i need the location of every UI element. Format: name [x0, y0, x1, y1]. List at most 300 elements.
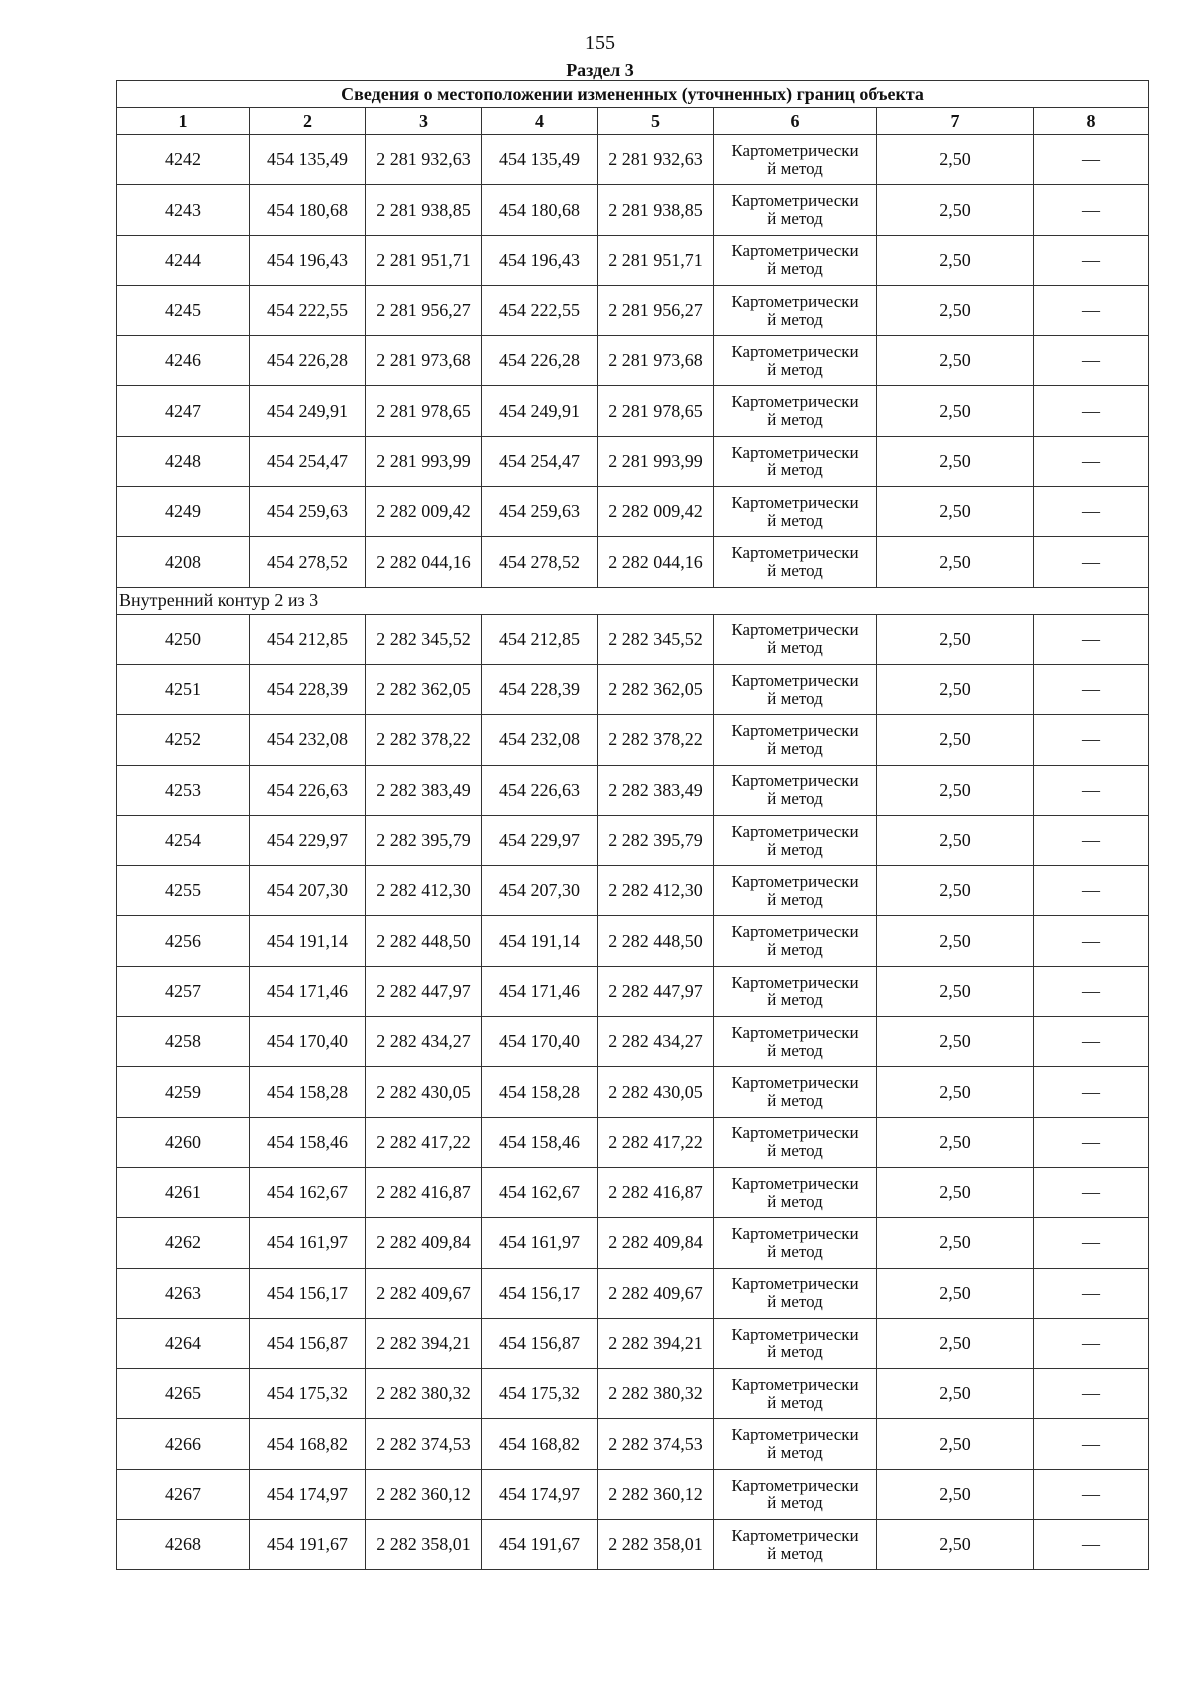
- table-row: [117, 1520, 1149, 1570]
- point-number-cell: 4251: [117, 664, 250, 714]
- method-line: й метод: [767, 839, 823, 859]
- method-line: Картометрически: [731, 191, 859, 211]
- method-line: Картометрически: [731, 442, 859, 462]
- y-new-cell: 2 282 362,05: [598, 664, 714, 714]
- table-row: [117, 1167, 1149, 1217]
- y-old-cell: 2 282 374,53: [366, 1419, 482, 1469]
- method-cell: [714, 285, 877, 335]
- method-line: й метод: [767, 1443, 823, 1463]
- table-row: [117, 1419, 1149, 1469]
- dash-cell: —: [1034, 765, 1149, 815]
- dash-cell: —: [1034, 1318, 1149, 1368]
- dash-cell: —: [1034, 537, 1149, 587]
- point-number-cell: 4264: [117, 1318, 250, 1368]
- x-old-cell: 454 191,14: [250, 916, 366, 966]
- y-new-cell: 2 282 378,22: [598, 715, 714, 765]
- precision-cell: 2,50: [877, 537, 1034, 587]
- precision-cell: 2,50: [877, 285, 1034, 335]
- x-old-cell: 454 175,32: [250, 1369, 366, 1419]
- point-number-cell: 4260: [117, 1117, 250, 1167]
- method-line: Картометрически: [731, 1374, 859, 1394]
- x-new-cell: 454 259,63: [482, 487, 598, 537]
- x-new-cell: 454 196,43: [482, 235, 598, 285]
- y-new-cell: 2 282 395,79: [598, 815, 714, 865]
- contour-row: [117, 587, 1149, 614]
- x-old-cell: 454 168,82: [250, 1419, 366, 1469]
- method-cell: [714, 1369, 877, 1419]
- y-old-cell: 2 282 409,84: [366, 1218, 482, 1268]
- dash-cell: —: [1034, 1067, 1149, 1117]
- x-old-cell: 454 226,63: [250, 765, 366, 815]
- method-cell: [714, 966, 877, 1016]
- y-new-cell: 2 282 409,84: [598, 1218, 714, 1268]
- dash-cell: —: [1034, 1117, 1149, 1167]
- y-new-cell: 2 281 932,63: [598, 135, 714, 185]
- x-new-cell: 454 170,40: [482, 1017, 598, 1067]
- x-new-cell: 454 278,52: [482, 537, 598, 587]
- point-number-cell: 4257: [117, 966, 250, 1016]
- point-number-cell: 4246: [117, 336, 250, 386]
- y-old-cell: 2 281 973,68: [366, 336, 482, 386]
- dash-cell: —: [1034, 185, 1149, 235]
- page-number: 155: [585, 32, 615, 54]
- point-number-cell: 4245: [117, 285, 250, 335]
- precision-cell: 2,50: [877, 487, 1034, 537]
- precision-cell: 2,50: [877, 715, 1034, 765]
- x-new-cell: 454 229,97: [482, 815, 598, 865]
- y-old-cell: 2 282 417,22: [366, 1117, 482, 1167]
- x-new-cell: 454 232,08: [482, 715, 598, 765]
- method-cell: [714, 1268, 877, 1318]
- x-new-cell: 454 249,91: [482, 386, 598, 436]
- method-line: й метод: [767, 460, 823, 480]
- table-row: [117, 1268, 1149, 1318]
- method-line: й метод: [767, 1241, 823, 1261]
- method-line: Картометрически: [731, 341, 859, 361]
- y-new-cell: 2 282 417,22: [598, 1117, 714, 1167]
- method-cell: [714, 487, 877, 537]
- y-old-cell: 2 282 360,12: [366, 1469, 482, 1519]
- x-new-cell: 454 168,82: [482, 1419, 598, 1469]
- precision-cell: 2,50: [877, 815, 1034, 865]
- x-new-cell: 454 191,67: [482, 1520, 598, 1570]
- y-new-cell: 2 281 993,99: [598, 436, 714, 486]
- table-caption: Сведения о местоположении измененных (уточненных) границ объекта: [117, 81, 1149, 108]
- column-header: 8: [1034, 108, 1149, 135]
- x-old-cell: 454 156,87: [250, 1318, 366, 1368]
- method-cell: [714, 1318, 877, 1368]
- y-new-cell: 2 282 448,50: [598, 916, 714, 966]
- precision-cell: 2,50: [877, 664, 1034, 714]
- y-old-cell: 2 281 932,63: [366, 135, 482, 185]
- x-old-cell: 454 171,46: [250, 966, 366, 1016]
- method-cell: [714, 1218, 877, 1268]
- method-line: й метод: [767, 1090, 823, 1110]
- method-line: Картометрически: [731, 620, 859, 640]
- x-old-cell: 454 161,97: [250, 1218, 366, 1268]
- table-row: [117, 916, 1149, 966]
- x-old-cell: 454 259,63: [250, 487, 366, 537]
- table-row: [117, 715, 1149, 765]
- y-old-cell: 2 282 416,87: [366, 1167, 482, 1217]
- method-cell: [714, 815, 877, 865]
- y-old-cell: 2 281 978,65: [366, 386, 482, 436]
- precision-cell: 2,50: [877, 1017, 1034, 1067]
- point-number-cell: 4250: [117, 614, 250, 664]
- y-old-cell: 2 282 447,97: [366, 966, 482, 1016]
- table-row: [117, 866, 1149, 916]
- dash-cell: —: [1034, 235, 1149, 285]
- method-line: Картометрически: [731, 821, 859, 841]
- method-line: й метод: [767, 1292, 823, 1312]
- table-row: [117, 336, 1149, 386]
- dash-cell: —: [1034, 436, 1149, 486]
- point-number-cell: 4247: [117, 386, 250, 436]
- contour-label: Внутренний контур 2 из 3: [117, 587, 1149, 614]
- table-row: [117, 664, 1149, 714]
- x-old-cell: 454 222,55: [250, 285, 366, 335]
- precision-cell: 2,50: [877, 765, 1034, 815]
- method-line: Картометрически: [731, 1274, 859, 1294]
- method-cell: [714, 1167, 877, 1217]
- x-old-cell: 454 207,30: [250, 866, 366, 916]
- y-old-cell: 2 282 434,27: [366, 1017, 482, 1067]
- method-line: й метод: [767, 561, 823, 581]
- method-line: й метод: [767, 1342, 823, 1362]
- dash-cell: —: [1034, 1268, 1149, 1318]
- precision-cell: 2,50: [877, 386, 1034, 436]
- point-number-cell: 4259: [117, 1067, 250, 1117]
- method-line: й метод: [767, 1392, 823, 1412]
- point-number-cell: 4261: [117, 1167, 250, 1217]
- point-number-cell: 4254: [117, 815, 250, 865]
- method-cell: [714, 765, 877, 815]
- x-new-cell: 454 222,55: [482, 285, 598, 335]
- point-number-cell: 4268: [117, 1520, 250, 1570]
- table-row: [117, 487, 1149, 537]
- table-row: [117, 436, 1149, 486]
- method-line: Картометрически: [731, 771, 859, 791]
- precision-cell: 2,50: [877, 1117, 1034, 1167]
- x-old-cell: 454 158,28: [250, 1067, 366, 1117]
- y-new-cell: 2 282 345,52: [598, 614, 714, 664]
- dash-cell: —: [1034, 966, 1149, 1016]
- x-old-cell: 454 196,43: [250, 235, 366, 285]
- x-new-cell: 454 162,67: [482, 1167, 598, 1217]
- table-caption-row: [117, 81, 1149, 108]
- method-line: й метод: [767, 1543, 823, 1563]
- precision-cell: 2,50: [877, 336, 1034, 386]
- x-new-cell: 454 156,17: [482, 1268, 598, 1318]
- dash-cell: —: [1034, 285, 1149, 335]
- y-new-cell: 2 282 394,21: [598, 1318, 714, 1368]
- section-title: Раздел 3: [566, 60, 634, 80]
- table-row: [117, 135, 1149, 185]
- method-line: Картометрически: [731, 721, 859, 741]
- y-new-cell: 2 281 978,65: [598, 386, 714, 436]
- method-line: й метод: [767, 1141, 823, 1161]
- point-number-cell: 4208: [117, 537, 250, 587]
- point-number-cell: 4243: [117, 185, 250, 235]
- x-old-cell: 454 212,85: [250, 614, 366, 664]
- table-row: [117, 1369, 1149, 1419]
- point-number-cell: 4252: [117, 715, 250, 765]
- method-line: Картометрически: [731, 1073, 859, 1093]
- dash-cell: —: [1034, 487, 1149, 537]
- y-new-cell: 2 281 951,71: [598, 235, 714, 285]
- precision-cell: 2,50: [877, 866, 1034, 916]
- method-line: Картометрически: [731, 140, 859, 160]
- table-row: [117, 1117, 1149, 1167]
- y-new-cell: 2 281 956,27: [598, 285, 714, 335]
- column-header-row: [117, 108, 1149, 135]
- y-new-cell: 2 282 044,16: [598, 537, 714, 587]
- method-line: Картометрически: [731, 392, 859, 412]
- precision-cell: 2,50: [877, 235, 1034, 285]
- y-old-cell: 2 282 409,67: [366, 1268, 482, 1318]
- y-old-cell: 2 282 358,01: [366, 1520, 482, 1570]
- point-number-cell: 4265: [117, 1369, 250, 1419]
- point-number-cell: 4267: [117, 1469, 250, 1519]
- table-row: [117, 614, 1149, 664]
- precision-cell: 2,50: [877, 436, 1034, 486]
- method-line: Картометрически: [731, 1022, 859, 1042]
- method-cell: [714, 1067, 877, 1117]
- y-old-cell: 2 282 395,79: [366, 815, 482, 865]
- method-line: Картометрически: [731, 670, 859, 690]
- dash-cell: —: [1034, 1218, 1149, 1268]
- precision-cell: 2,50: [877, 1268, 1034, 1318]
- method-cell: [714, 436, 877, 486]
- x-new-cell: 454 174,97: [482, 1469, 598, 1519]
- method-cell: [714, 916, 877, 966]
- method-line: й метод: [767, 158, 823, 178]
- point-number-cell: 4263: [117, 1268, 250, 1318]
- method-line: Картометрически: [731, 1475, 859, 1495]
- table-row: [117, 1017, 1149, 1067]
- method-cell: [714, 1419, 877, 1469]
- table-row: [117, 1469, 1149, 1519]
- method-cell: [714, 1520, 877, 1570]
- y-new-cell: 2 282 416,87: [598, 1167, 714, 1217]
- point-number-cell: 4244: [117, 235, 250, 285]
- column-header: 5: [598, 108, 714, 135]
- x-new-cell: 454 207,30: [482, 866, 598, 916]
- table-body: [117, 81, 1149, 1570]
- column-header: 6: [714, 108, 877, 135]
- y-old-cell: 2 281 951,71: [366, 235, 482, 285]
- y-new-cell: 2 282 409,67: [598, 1268, 714, 1318]
- method-line: й метод: [767, 510, 823, 530]
- y-old-cell: 2 282 378,22: [366, 715, 482, 765]
- method-cell: [714, 664, 877, 714]
- precision-cell: 2,50: [877, 1369, 1034, 1419]
- table-row: [117, 1318, 1149, 1368]
- x-new-cell: 454 175,32: [482, 1369, 598, 1419]
- method-cell: [714, 1117, 877, 1167]
- method-line: Картометрически: [731, 241, 859, 261]
- y-new-cell: 2 281 938,85: [598, 185, 714, 235]
- x-new-cell: 454 135,49: [482, 135, 598, 185]
- precision-cell: 2,50: [877, 1067, 1034, 1117]
- dash-cell: —: [1034, 1520, 1149, 1570]
- dash-cell: —: [1034, 815, 1149, 865]
- x-old-cell: 454 226,28: [250, 336, 366, 386]
- dash-cell: —: [1034, 1469, 1149, 1519]
- x-new-cell: 454 226,28: [482, 336, 598, 386]
- x-old-cell: 454 158,46: [250, 1117, 366, 1167]
- method-cell: [714, 1469, 877, 1519]
- method-cell: [714, 866, 877, 916]
- method-line: й метод: [767, 688, 823, 708]
- x-old-cell: 454 278,52: [250, 537, 366, 587]
- method-cell: [714, 336, 877, 386]
- y-old-cell: 2 281 938,85: [366, 185, 482, 235]
- method-line: й метод: [767, 889, 823, 909]
- method-cell: [714, 135, 877, 185]
- precision-cell: 2,50: [877, 1419, 1034, 1469]
- method-line: й метод: [767, 1493, 823, 1513]
- x-new-cell: 454 158,28: [482, 1067, 598, 1117]
- method-cell: [714, 185, 877, 235]
- method-line: й метод: [767, 410, 823, 430]
- point-number-cell: 4258: [117, 1017, 250, 1067]
- table-row: [117, 1218, 1149, 1268]
- precision-cell: 2,50: [877, 1469, 1034, 1519]
- y-old-cell: 2 282 448,50: [366, 916, 482, 966]
- method-line: й метод: [767, 259, 823, 279]
- method-line: Картометрически: [731, 1525, 859, 1545]
- dash-cell: —: [1034, 1369, 1149, 1419]
- x-new-cell: 454 171,46: [482, 966, 598, 1016]
- dash-cell: —: [1034, 1017, 1149, 1067]
- y-old-cell: 2 282 044,16: [366, 537, 482, 587]
- column-header: 2: [250, 108, 366, 135]
- method-line: й метод: [767, 940, 823, 960]
- x-new-cell: 454 156,87: [482, 1318, 598, 1368]
- method-line: Картометрически: [731, 972, 859, 992]
- dash-cell: —: [1034, 336, 1149, 386]
- precision-cell: 2,50: [877, 1218, 1034, 1268]
- precision-cell: 2,50: [877, 135, 1034, 185]
- x-new-cell: 454 254,47: [482, 436, 598, 486]
- method-line: й метод: [767, 738, 823, 758]
- y-new-cell: 2 282 383,49: [598, 765, 714, 815]
- point-number-cell: 4242: [117, 135, 250, 185]
- precision-cell: 2,50: [877, 614, 1034, 664]
- y-old-cell: 2 282 412,30: [366, 866, 482, 916]
- method-cell: [714, 386, 877, 436]
- method-line: Картометрически: [731, 492, 859, 512]
- point-number-cell: 4262: [117, 1218, 250, 1268]
- table-row: [117, 537, 1149, 587]
- y-old-cell: 2 282 362,05: [366, 664, 482, 714]
- table-row: [117, 235, 1149, 285]
- column-header: 1: [117, 108, 250, 135]
- precision-cell: 2,50: [877, 1167, 1034, 1217]
- x-new-cell: 454 226,63: [482, 765, 598, 815]
- dash-cell: —: [1034, 386, 1149, 436]
- method-line: Картометрически: [731, 1123, 859, 1143]
- x-old-cell: 454 156,17: [250, 1268, 366, 1318]
- x-old-cell: 454 228,39: [250, 664, 366, 714]
- y-new-cell: 2 282 430,05: [598, 1067, 714, 1117]
- precision-cell: 2,50: [877, 1318, 1034, 1368]
- method-cell: [714, 614, 877, 664]
- x-old-cell: 454 191,67: [250, 1520, 366, 1570]
- x-new-cell: 454 228,39: [482, 664, 598, 714]
- point-number-cell: 4249: [117, 487, 250, 537]
- method-line: Картометрически: [731, 922, 859, 942]
- table-row: [117, 185, 1149, 235]
- y-new-cell: 2 282 434,27: [598, 1017, 714, 1067]
- y-new-cell: 2 281 973,68: [598, 336, 714, 386]
- precision-cell: 2,50: [877, 966, 1034, 1016]
- dash-cell: —: [1034, 715, 1149, 765]
- dash-cell: —: [1034, 1419, 1149, 1469]
- precision-cell: 2,50: [877, 1520, 1034, 1570]
- method-line: Картометрически: [731, 1173, 859, 1193]
- coordinates-table: [116, 80, 1149, 1570]
- table-row: [117, 815, 1149, 865]
- precision-cell: 2,50: [877, 185, 1034, 235]
- x-old-cell: 454 170,40: [250, 1017, 366, 1067]
- dash-cell: —: [1034, 614, 1149, 664]
- y-old-cell: 2 282 380,32: [366, 1369, 482, 1419]
- y-new-cell: 2 282 447,97: [598, 966, 714, 1016]
- x-old-cell: 454 162,67: [250, 1167, 366, 1217]
- x-old-cell: 454 232,08: [250, 715, 366, 765]
- method-line: Картометрически: [731, 291, 859, 311]
- method-line: Картометрически: [731, 1224, 859, 1244]
- method-line: й метод: [767, 359, 823, 379]
- table-row: [117, 966, 1149, 1016]
- method-line: й метод: [767, 208, 823, 228]
- method-line: Картометрически: [731, 871, 859, 891]
- dash-cell: —: [1034, 135, 1149, 185]
- x-new-cell: 454 180,68: [482, 185, 598, 235]
- dash-cell: —: [1034, 1167, 1149, 1217]
- x-old-cell: 454 229,97: [250, 815, 366, 865]
- method-line: й метод: [767, 1040, 823, 1060]
- y-old-cell: 2 282 009,42: [366, 487, 482, 537]
- x-new-cell: 454 212,85: [482, 614, 598, 664]
- point-number-cell: 4256: [117, 916, 250, 966]
- y-new-cell: 2 282 374,53: [598, 1419, 714, 1469]
- x-old-cell: 454 254,47: [250, 436, 366, 486]
- column-header: 3: [366, 108, 482, 135]
- column-header: 4: [482, 108, 598, 135]
- y-old-cell: 2 282 430,05: [366, 1067, 482, 1117]
- table-row: [117, 386, 1149, 436]
- table-row: [117, 1067, 1149, 1117]
- method-cell: [714, 235, 877, 285]
- dash-cell: —: [1034, 664, 1149, 714]
- x-new-cell: 454 191,14: [482, 916, 598, 966]
- method-line: й метод: [767, 990, 823, 1010]
- method-line: й метод: [767, 1191, 823, 1211]
- dash-cell: —: [1034, 916, 1149, 966]
- table-row: [117, 765, 1149, 815]
- x-old-cell: 454 180,68: [250, 185, 366, 235]
- method-cell: [714, 715, 877, 765]
- y-old-cell: 2 281 956,27: [366, 285, 482, 335]
- x-new-cell: 454 158,46: [482, 1117, 598, 1167]
- table-row: [117, 285, 1149, 335]
- method-cell: [714, 1017, 877, 1067]
- y-new-cell: 2 282 380,32: [598, 1369, 714, 1419]
- method-line: Картометрически: [731, 1425, 859, 1445]
